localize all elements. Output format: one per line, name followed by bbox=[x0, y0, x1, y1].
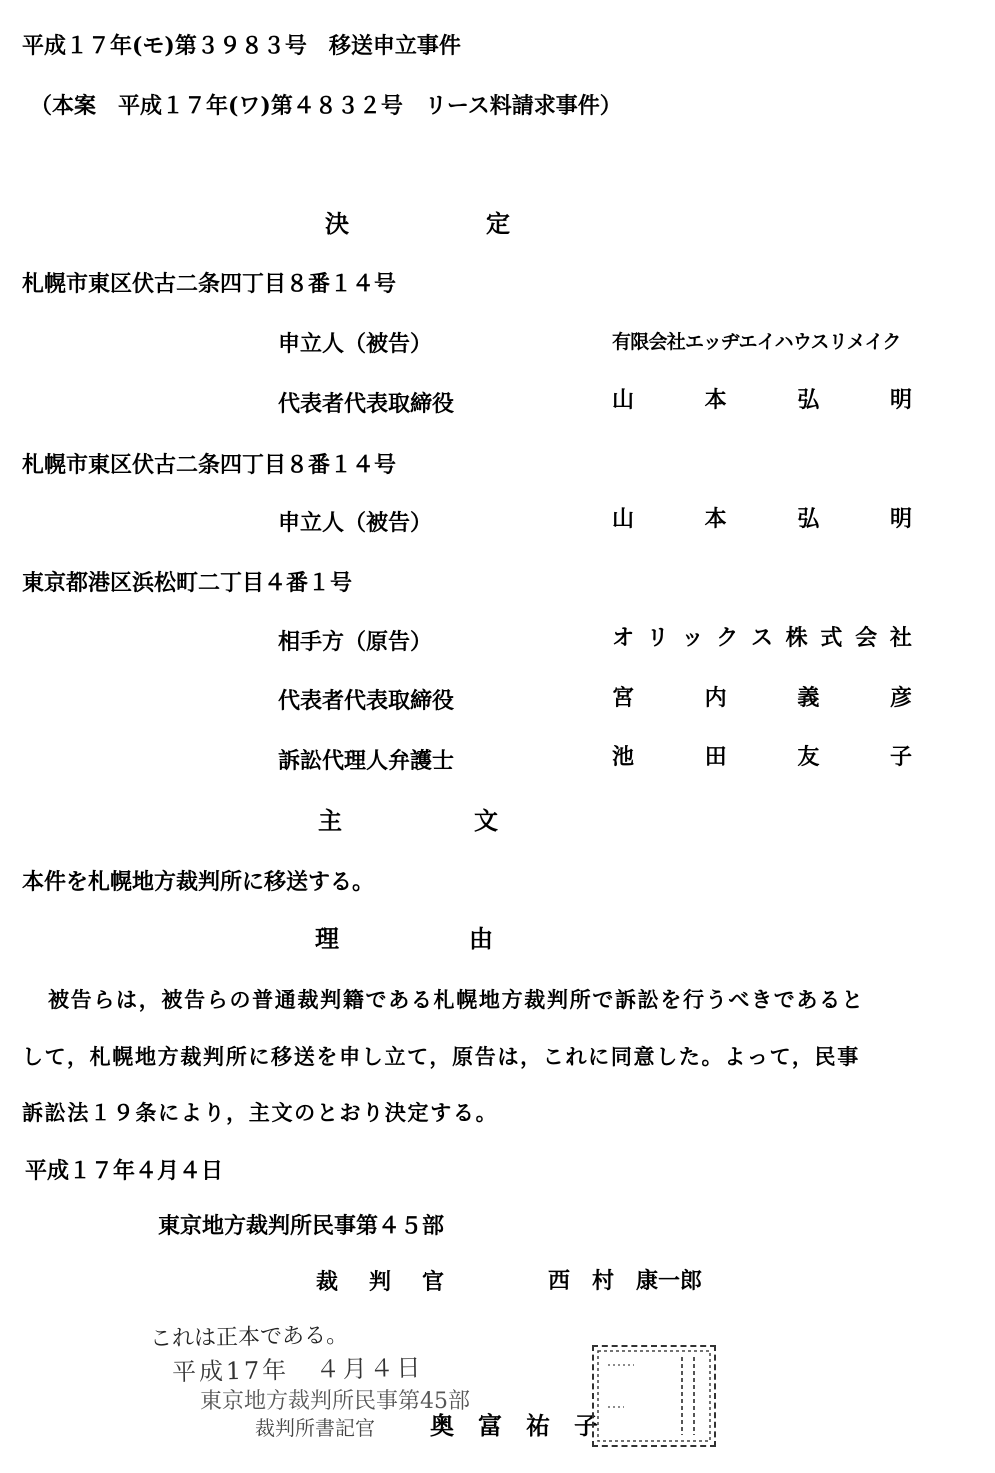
reason-heading-char: 理 bbox=[315, 924, 339, 953]
certification-court: 東京地方裁判所民事第45部 bbox=[200, 1389, 470, 1414]
name-char: 社 bbox=[889, 625, 912, 651]
decision-heading-char: 定 bbox=[486, 209, 510, 238]
name-char: ス bbox=[750, 625, 773, 651]
party-role: 訴訟代理人弁護士 bbox=[278, 748, 455, 774]
name-char: 本 bbox=[704, 387, 727, 413]
name-char: 弘 bbox=[797, 387, 820, 413]
judge-title-char: 判 bbox=[368, 1269, 391, 1295]
name-char: 本 bbox=[704, 506, 727, 532]
party-name bbox=[612, 685, 912, 711]
name-char: 弘 bbox=[797, 506, 820, 532]
party-address: 東京都港区浜松町二丁目４番１号 bbox=[22, 570, 353, 596]
party-name bbox=[612, 387, 912, 413]
name-char: リ bbox=[646, 625, 669, 651]
name-char: 義 bbox=[797, 685, 820, 711]
party-name bbox=[612, 625, 912, 651]
clerk-title: 裁判所書記官 bbox=[255, 1416, 375, 1440]
party-name bbox=[612, 506, 912, 532]
name-char: 明 bbox=[889, 387, 912, 413]
reason-heading-char: 由 bbox=[469, 924, 493, 953]
judge-title-char: 裁 bbox=[316, 1269, 339, 1295]
court-name: 東京地方裁判所民事第４５部 bbox=[158, 1213, 445, 1239]
party-role: 代表者代表取締役 bbox=[278, 391, 455, 417]
party-role: 代表者代表取締役 bbox=[278, 688, 455, 714]
party-role: 申立人（被告） bbox=[278, 510, 433, 536]
name-char: 内 bbox=[704, 685, 727, 711]
court-seal-stamp bbox=[592, 1345, 716, 1447]
name-char: 会 bbox=[855, 625, 878, 651]
main-heading-char: 主 bbox=[318, 806, 342, 835]
main-text: 本件を札幌地方裁判所に移送する。 bbox=[22, 869, 375, 895]
name-char: 池 bbox=[612, 744, 635, 770]
decision-date: 平成１７年４月４日 bbox=[25, 1158, 224, 1184]
name-char: 株 bbox=[785, 625, 808, 651]
certification-line: これは正本である。 bbox=[149, 1323, 349, 1352]
name-char: 宮 bbox=[612, 685, 635, 711]
certification-date: 平成17年 ４月４日 bbox=[171, 1353, 424, 1387]
name-char: 式 bbox=[820, 625, 843, 651]
case-number: 平成１７年(モ)第３９８３号 移送申立事件 bbox=[22, 33, 461, 59]
judge-title-char: 官 bbox=[421, 1269, 444, 1295]
reason-line: して，札幌地方裁判所に移送を申し立て，原告は，これに同意した。よって，民事 bbox=[22, 1044, 860, 1069]
reason-line: 訴訟法１９条により，主文のとおり決定する。 bbox=[22, 1100, 499, 1125]
main-text-heading bbox=[318, 807, 498, 835]
name-char: 彦 bbox=[889, 685, 912, 711]
name-char: ッ bbox=[681, 625, 704, 651]
judge-title bbox=[316, 1268, 444, 1296]
party-role: 相手方（原告） bbox=[278, 629, 433, 655]
party-role: 申立人（被告） bbox=[278, 331, 433, 357]
party-name: 有限会社エッヂエイハウスリメイク bbox=[612, 331, 901, 353]
party-name bbox=[612, 744, 912, 770]
name-char: ク bbox=[716, 625, 739, 651]
decision-heading-char: 決 bbox=[325, 209, 349, 238]
name-char: 子 bbox=[889, 744, 912, 770]
clerk-name: 奥 富 祐 子 bbox=[430, 1411, 598, 1440]
reason-heading bbox=[315, 925, 493, 953]
name-char: 明 bbox=[889, 506, 912, 532]
name-char: 田 bbox=[704, 744, 727, 770]
name-char: オ bbox=[612, 625, 635, 651]
name-char: 山 bbox=[612, 506, 635, 532]
party-address: 札幌市東区伏古二条四丁目８番１４号 bbox=[22, 271, 397, 297]
name-char: 友 bbox=[797, 744, 820, 770]
seal-pattern-icon bbox=[594, 1347, 714, 1445]
base-case: （本案 平成１７年(ワ)第４８３２号 リース料請求事件） bbox=[30, 93, 622, 119]
main-heading-char: 文 bbox=[474, 806, 498, 835]
judge-name: 西 村 康一郎 bbox=[548, 1268, 703, 1294]
party-address: 札幌市東区伏古二条四丁目８番１４号 bbox=[22, 452, 397, 478]
name-char: 山 bbox=[612, 387, 635, 413]
decision-heading bbox=[325, 210, 510, 238]
reason-line: 被告らは，被告らの普通裁判籍である札幌地方裁判所で訴訟を行うべきであると bbox=[48, 987, 865, 1012]
